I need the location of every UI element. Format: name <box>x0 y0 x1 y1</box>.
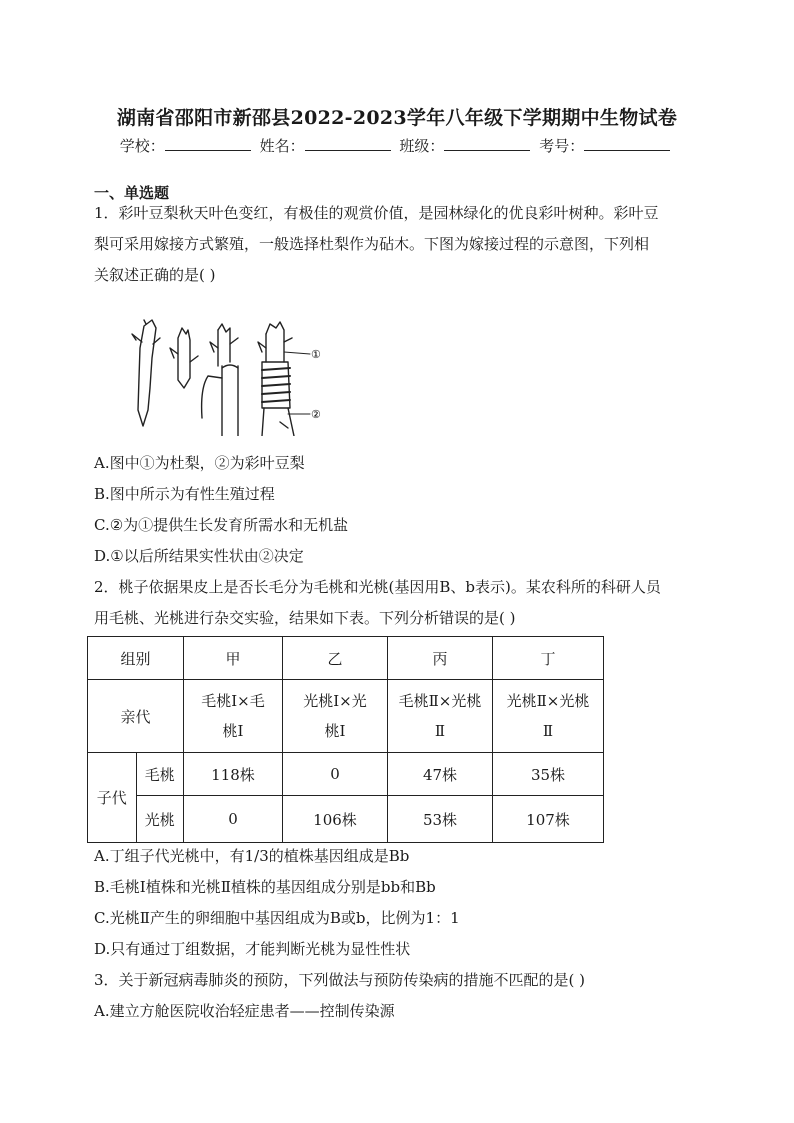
table-cell: 毛桃Ⅰ×毛 桃Ⅰ <box>184 680 283 753</box>
table-cell: 35株 <box>493 753 604 796</box>
option-c: C.②为①提供生长发育所需水和无机盐 <box>94 516 349 534</box>
table-cell: 光桃Ⅰ×光 桃Ⅰ <box>283 680 388 753</box>
table-cell: 47株 <box>388 753 493 796</box>
question-line: 梨可采用嫁接方式繁殖，一般选择杜梨作为砧木。下图为嫁接过程的示意图，下列相 <box>94 235 650 253</box>
table-row-label: 亲代 <box>88 680 184 753</box>
table-cell: 53株 <box>388 796 493 843</box>
grafting-figure <box>122 318 332 436</box>
class-label: 班级： <box>399 137 445 155</box>
table-sub-label: 光桃 <box>136 796 184 843</box>
cross-results-table <box>87 636 604 843</box>
table-header-cell: 乙 <box>283 637 388 680</box>
table-row <box>88 753 604 796</box>
option-d: D.①以后所结果实性状由②决定 <box>94 547 304 565</box>
student-info-line <box>0 135 794 156</box>
option-a: A.图中①为杜梨，②为彩叶豆梨 <box>94 454 305 472</box>
scion-stock-3 <box>202 324 238 436</box>
question-line: 关叙述正确的是( ) <box>94 266 216 284</box>
table-cell: 106株 <box>283 796 388 843</box>
table-header-group: 组别 <box>88 637 184 680</box>
exam-no-blank <box>584 136 670 151</box>
scion-stock-bound-4 <box>258 322 310 436</box>
figure-label-1: ① <box>311 348 321 361</box>
table-cell: 118株 <box>184 753 283 796</box>
page-title: 湖南省邵阳市新邵县2022-2023学年八年级下学期期中生物试卷 <box>116 107 678 129</box>
table-cell: 0 <box>283 753 388 796</box>
table-row <box>88 680 604 753</box>
table-header-cell: 丙 <box>388 637 493 680</box>
question-2-line: 2．桃子依据果皮上是否长毛分为毛桃和光桃(基因用B、b表示)。某农科所的科研人员 <box>94 578 661 596</box>
question-3-line: 3．关于新冠病毒肺炎的预防，下列做法与预防传染病的措施不匹配的是( ) <box>94 971 586 989</box>
option-d: D.只有通过丁组数据，才能判断光桃为显性性状 <box>94 940 411 958</box>
question-2-line: 用毛桃、光桃进行杂交实验，结果如下表。下列分析错误的是( ) <box>94 609 516 627</box>
table-cell: 107株 <box>493 796 604 843</box>
option-a: A.建立方舱医院收治轻症患者——控制传染源 <box>94 1002 395 1020</box>
table-sub-label: 毛桃 <box>136 753 184 796</box>
class-blank <box>444 136 530 151</box>
option-b: B.图中所示为有性生殖过程 <box>94 485 275 503</box>
school-blank <box>165 136 251 151</box>
table-row <box>88 796 604 843</box>
table-cell: 0 <box>184 796 283 843</box>
table-cell: 毛桃Ⅱ×光桃 Ⅱ <box>388 680 493 753</box>
name-label: 姓名： <box>259 137 305 155</box>
option-c: C.光桃Ⅱ产生的卵细胞中基因组成为B或b，比例为1：1 <box>94 909 460 927</box>
table-row <box>88 637 604 680</box>
section-title: 一、单选题 <box>94 184 170 202</box>
scion-wedge-1 <box>132 320 160 426</box>
name-blank <box>305 136 391 151</box>
school-label: 学校： <box>119 137 165 155</box>
question-1 <box>94 198 659 291</box>
table-header-cell: 丁 <box>493 637 604 680</box>
option-b: B.毛桃Ⅰ植株和光桃Ⅱ植株的基因组成分别是bb和Bb <box>94 878 436 896</box>
table-cell: 光桃Ⅱ×光桃 Ⅱ <box>493 680 604 753</box>
question-line: 1．彩叶豆梨秋天叶色变红，有极佳的观赏价值，是园林绿化的优良彩叶树种。彩叶豆 <box>94 204 659 222</box>
exam-no-label: 考号： <box>539 137 585 155</box>
table-row-label: 子代 <box>88 753 137 843</box>
scion-2 <box>170 328 198 388</box>
table-header-cell: 甲 <box>184 637 283 680</box>
option-a: A.丁组子代光桃中，有1/3的植株基因组成是Bb <box>94 847 410 865</box>
figure-label-2: ② <box>311 408 321 421</box>
